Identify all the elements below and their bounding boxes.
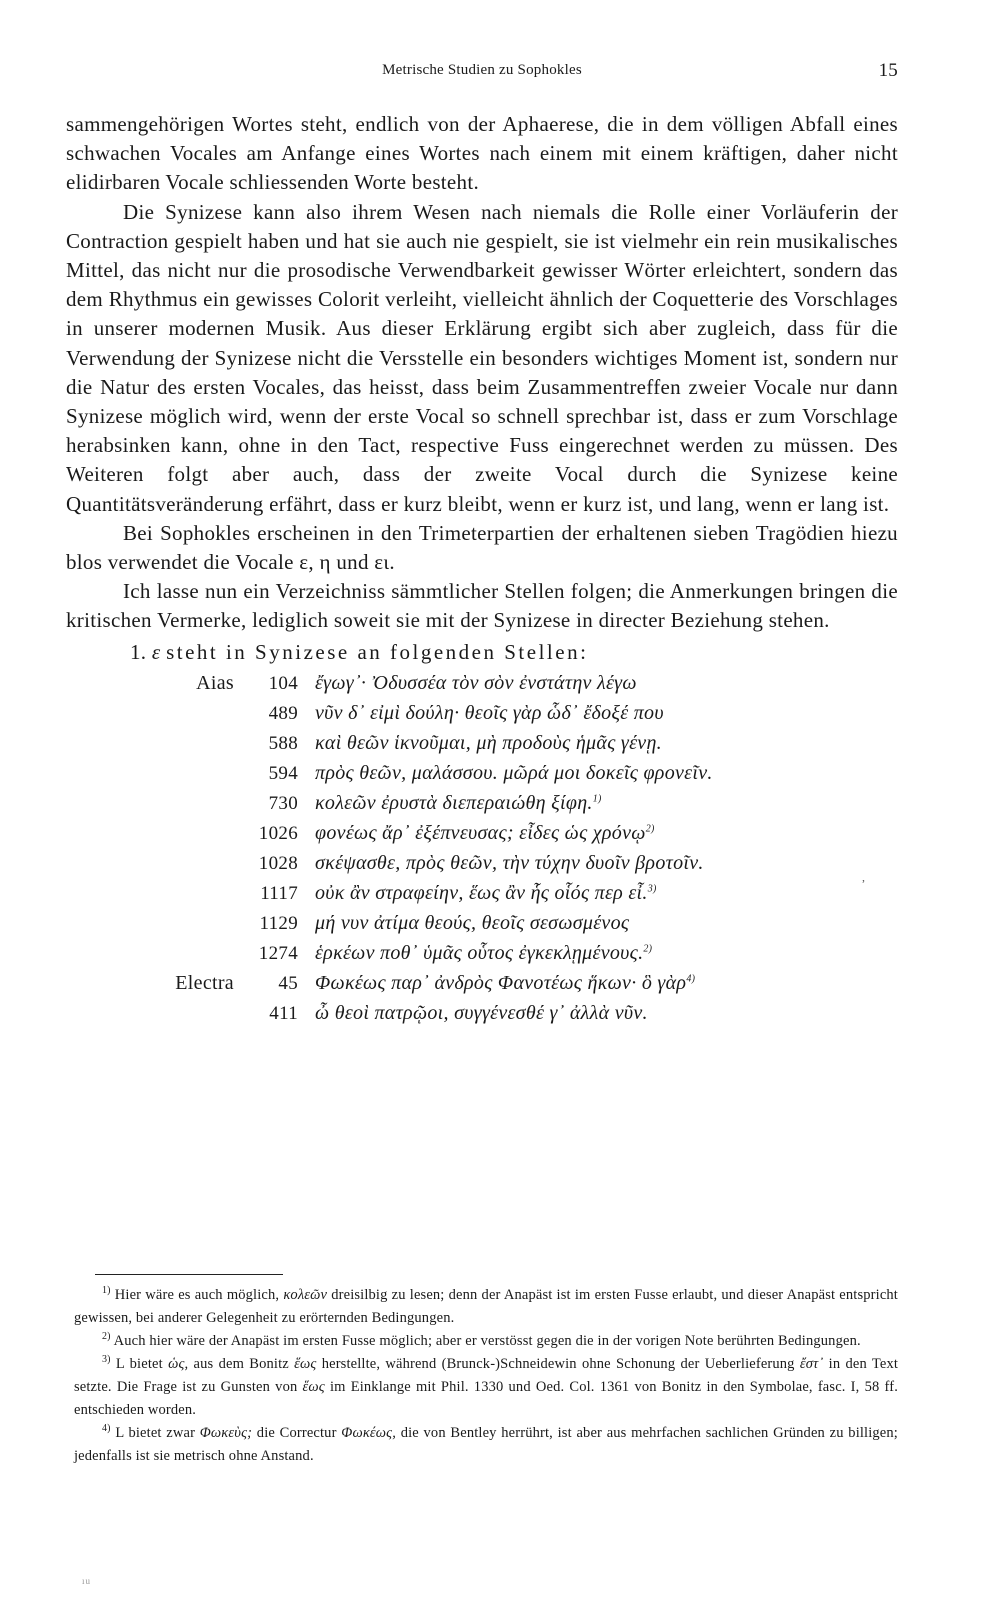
citation-row [66,759,898,789]
verse-text [315,759,713,788]
paragraph-1: sammengehörigen Wortes steht, endlich von der Aphaerese, die in dem völligen Abfall eines schwachen Vocales am Anfange eines Wortes nach einem mit einem kräftigen, daher nicht elidirbaren Vocale schliessenden Worte besteht. [66,112,898,195]
footnote-1 [74,1284,898,1330]
line-number: 489 [268,702,298,724]
verse-text [315,789,602,818]
footnote-text: die von Bentley herrührt, ist aber aus mehrfachen sachlichen Gründen zu billigen; jedenfalls ist sie metrisch ohne Anstand. [74,1425,898,1464]
verse-text [315,909,629,938]
section-number: 1. [130,639,147,664]
verse-greek: κολεῶν ἐρυστὰ διεπεραιώθη ξίφη. [315,791,593,814]
line-number: 1026 [258,822,298,844]
page-number: 15 [878,60,898,81]
citation-row [66,969,898,999]
footnote-ref: 3) [647,883,657,895]
verse-greek: οὐκ ἂν στραφείην, ἕως ἂν ἧς οἷός περ εἶ. [315,881,648,904]
citation-list [66,669,898,1029]
verse-greek: νῦν δ᾽ εἰμὶ δούλη· θεοῖς γὰρ ὧδ᾽ ἔδοξέ που [315,701,664,724]
verse-text [315,939,652,968]
section-heading-text: steht in Synizese an folgenden Stellen: [166,639,589,664]
footnote-4 [74,1422,898,1468]
footnote-greek: κολεῶν [283,1287,328,1303]
footnote-greek: ὡς, [168,1356,189,1372]
citation-row [66,999,898,1029]
citation-row [66,909,898,939]
footnote-rule [95,1274,283,1275]
verse-text [315,819,655,848]
margin-mark: , [862,870,865,884]
line-number: 1129 [259,912,298,934]
footnote-mark: 2) [102,1331,111,1343]
footnote-ref: 2) [643,943,653,955]
citation-row [66,699,898,729]
verse-greek: μή νυν ἀτίμα θεούς, θεοῖς σεσωσμένος [315,911,630,934]
footnote-greek: Φωκέως, [341,1425,396,1441]
citation-row [66,789,898,819]
footnote-mark: 3) [102,1354,111,1366]
citation-row [66,729,898,759]
citation-row [66,939,898,969]
verse-greek: ὦ θεοὶ πατρῷοι, συγγένεσθέ γ᾽ ἀλλὰ νῦν. [315,1001,648,1024]
verse-greek: ἑρκέων ποθ᾽ ὑμᾶς οὗτος ἐγκεκλῃμένους. [315,941,644,964]
footnote-text: aus dem Bonitz [193,1356,289,1372]
footnote-text: im Einklange mit Phil. 1330 und Oed. Col. 1361 von Bonitz in den Symbolae, fasc. I, 58 ff. entschieden worden. [74,1379,898,1418]
running-header [66,62,898,90]
citation-row [66,849,898,879]
verse-greek: καὶ θεῶν ἱκνοῦμαι, μὴ προδοὺς ἡμᾶς γένῃ. [315,731,662,754]
line-number: 45 [278,972,298,994]
footnote-text: die Correctur [256,1425,337,1441]
footnote-text: L bietet [115,1356,163,1372]
line-number: 730 [268,792,298,814]
line-number: 104 [268,672,298,694]
scan-mark: ıu [82,1576,92,1586]
footnote-mark: 1) [102,1285,111,1297]
verse-greek: σκέψασθε, πρὸς θεῶν, τὴν τύχην δυοῖν βροτοῖν. [315,851,704,874]
line-number: 1028 [258,852,298,874]
verse-text [315,849,704,878]
footnote-3 [74,1353,898,1422]
paragraph-3: Bei Sophokles erscheinen in den Trimeterpartien der erhaltenen sieben Tragödien hiezu blos verwendet die Vocale ε, η und ει. [66,520,898,575]
verse-text [315,879,657,908]
footnote-greek: ἔστ᾽ [799,1356,824,1372]
running-title: Metrische Studien zu Sophokles [382,62,582,78]
play-name: Aias [196,671,234,694]
verse-greek: φονέως ἄρ᾽ ἐξέπνευσας; εἶδες ὡς χρόνῳ [315,821,646,844]
main-text [66,110,898,1029]
citation-row [66,879,898,909]
footnote-2 [74,1330,898,1353]
footnote-mark: 4) [102,1423,111,1435]
paragraph-2: Die Synizese kann also ihrem Wesen nach niemals die Rolle einer Vorläuferin der Contraction gespielt haben und hat sie auch nie gespielt, sie ist vielmehr ein rein musikalisches Mittel, das nicht nur die prosodische Verwendbarkeit gewisser Wörter erleichtert, sondern das dem Rhythmus ein gewisses Colorit verleiht, vielleicht ähnlich der Coquetterie des Vorschlages in unserer modernen Musik. Aus dieser Erklärung ergibt sich aber zugleich, dass für die Verwendung der Synizese nicht die Versstelle ein besonders wichtiges Moment ist, sondern nur die Natur des ersten Vocales, das heisst, dass beim Zusammentreffen zweier Vocale nur dann Synizese möglich wird, wenn der erste Vocal so schnell sprechbar ist, dass er zum Vorschlage herabsinken kann, ohne in den Tact, respective Fuss eingerechnet werden zu müssen. Des Weiteren folgt aber auch, dass der zweite Vocal durch die Synizese keine Quantitätsveränderung erfährt, dass er kurz bleibt, wenn er kurz ist, und lang, wenn er lang ist. [66,199,898,516]
footnote-greek: ἕως [294,1356,317,1372]
footnote-ref: 2) [645,823,655,835]
footnote-greek: ἕως [302,1379,325,1395]
footnote-greek: Φωκεὺς; [199,1425,253,1441]
footnote-text: in den Text setzte. Die Frage ist zu Gunsten von [74,1356,899,1395]
line-number: 1274 [258,942,298,964]
line-number: 594 [268,762,298,784]
citation-row [66,669,898,699]
verse-greek: ἔγωγ᾽· Ὀδυσσέα τὸν σὸν ἐνστάτην λέγω [315,671,637,694]
paragraph-4: Ich lasse nun ein Verzeichniss sämmtlicher Stellen folgen; die Anmerkungen bringen die kritischen Vermerke, lediglich soweit sie mit der Synizese in directer Beziehung stehen. [66,579,898,633]
citation-row [66,819,898,849]
verse-text [315,669,637,698]
footnotes [74,1284,898,1468]
footnote-text: Auch hier wäre der Anapäst im ersten Fusse möglich; aber er verstösst gegen die in der vorigen Note berührten Bedingungen. [113,1333,861,1349]
footnote-text: Hier wäre es auch möglich, [114,1287,280,1303]
play-name: Electra [175,971,234,994]
section-vowel: ε [151,639,161,664]
line-number: 588 [268,732,298,754]
verse-text [315,999,648,1028]
verse-text [315,699,664,728]
line-number: 1117 [260,882,298,904]
footnote-text: herstellte, während (Brunck-)Schneidewin ohne Schonung der Ueberlieferung [321,1356,795,1372]
verse-greek: Φωκέως παρ᾽ ἀνδρὸς Φανοτέως ἥκων· ὃ γὰρ [315,971,687,994]
verse-greek: πρὸς θεῶν, μαλάσσου. μῶρά μοι δοκεῖς φρονεῖν. [315,761,713,784]
verse-text [315,969,695,998]
footnote-ref: 4) [686,973,696,985]
footnote-text: dreisilbig zu lesen; denn der Anapäst ist im ersten Fusse erlaubt, und dieser Anapäst entspricht gewissen, bei anderer Gelegenheit zu erörternden Bedingungen. [74,1287,898,1326]
section-heading [66,638,898,667]
line-number: 411 [269,1002,298,1024]
verse-text [315,729,662,758]
footnote-ref: 1) [592,793,602,805]
footnote-text: L bietet zwar [115,1425,196,1441]
